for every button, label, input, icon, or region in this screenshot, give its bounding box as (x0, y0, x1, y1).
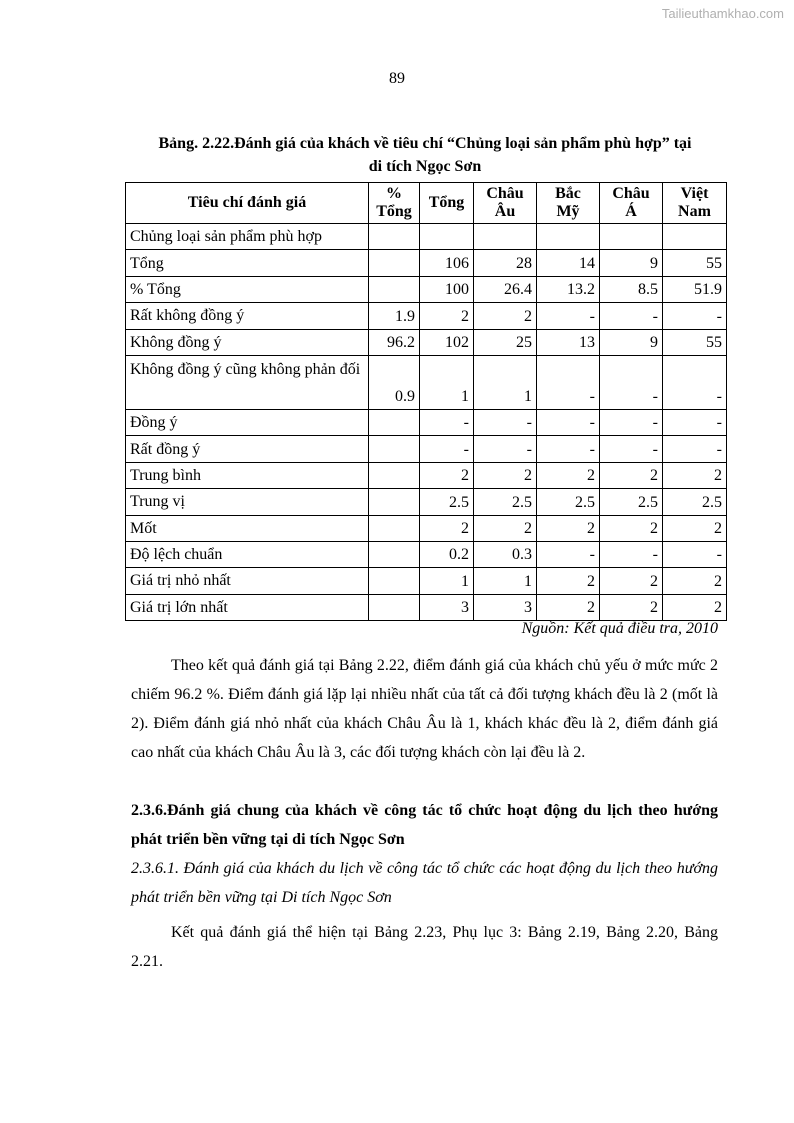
cell-asia: - (600, 303, 663, 329)
cell-pct (369, 541, 420, 567)
cell-pct: 1.9 (369, 303, 420, 329)
cell-vietnam: - (663, 409, 727, 435)
header-vietnam: Việt Nam (663, 183, 727, 224)
cell-total: 100 (420, 276, 474, 302)
cell-namerica: 13.2 (537, 276, 600, 302)
cell-total: 1 (420, 355, 474, 409)
cell-namerica (537, 224, 600, 250)
table-header-row (126, 183, 727, 224)
cell-vietnam: 55 (663, 250, 727, 276)
cell-europe: - (474, 436, 537, 462)
cell-europe: 25 (474, 329, 537, 355)
cell-vietnam: - (663, 355, 727, 409)
table-row (126, 436, 727, 462)
cell-total: 102 (420, 329, 474, 355)
table-row (126, 303, 727, 329)
cell-total (420, 224, 474, 250)
cell-namerica: - (537, 355, 600, 409)
paragraph-results: Kết quả đánh giá thể hiện tại Bảng 2.23, Phụ lục 3: Bảng 2.19, Bảng 2.20, Bảng 2.21. (131, 924, 718, 970)
header-total: Tổng (420, 183, 474, 224)
header-north-america: Bắc Mỹ (537, 183, 600, 224)
cell-asia: 2 (600, 568, 663, 594)
table-caption-line1: Bảng. 2.22.Đánh giá của khách về tiêu chí “Chủng loại sản phẩm phù hợp” tại (158, 135, 692, 152)
cell-namerica: 2 (537, 594, 600, 620)
subsection-heading: 2.3.6.1. Đánh giá của khách du lịch về công tác tổ chức các hoạt động du lịch theo hướng phát triển bền vững tại Di tích Ngọc Sơn (131, 860, 718, 906)
cell-namerica: 2.5 (537, 489, 600, 515)
cell-asia: - (600, 355, 663, 409)
cell-asia: - (600, 541, 663, 567)
cell-vietnam: 2.5 (663, 489, 727, 515)
paragraph-analysis: Theo kết quả đánh giá tại Bảng 2.22, điểm đánh giá của khách chủ yếu ở mức mức 2 chiếm 96.2 %. Điểm đánh giá lặp lại nhiều nhất của tất cả đối tượng khách đều là 2 (mốt là 2). Điểm đánh giá nhỏ nhất của khách Châu Âu là 1, khách khác đều là 2, điểm đánh giá cao nhất của khách Châu Âu là 3, các đối tượng khách còn lại đều là 2. (131, 657, 718, 761)
cell-total: 106 (420, 250, 474, 276)
table-row (126, 515, 727, 541)
table-caption (125, 132, 725, 178)
cell-namerica: - (537, 436, 600, 462)
cell-namerica: 2 (537, 568, 600, 594)
table-row (126, 568, 727, 594)
cell-total: 1 (420, 568, 474, 594)
cell-vietnam: 51.9 (663, 276, 727, 302)
cell-europe: 0.3 (474, 541, 537, 567)
row-label: Đồng ý (126, 409, 369, 435)
cell-namerica: - (537, 303, 600, 329)
cell-asia: 9 (600, 250, 663, 276)
row-label: Không đồng ý (126, 329, 369, 355)
table-row (126, 489, 727, 515)
cell-asia: 2 (600, 594, 663, 620)
page-number: 89 (389, 70, 405, 87)
cell-europe: 2.5 (474, 489, 537, 515)
row-label: Tổng (126, 250, 369, 276)
cell-vietnam: - (663, 436, 727, 462)
header-europe: Châu Âu (474, 183, 537, 224)
cell-namerica: 2 (537, 515, 600, 541)
row-label: Rất không đồng ý (126, 303, 369, 329)
row-label: Trung bình (126, 462, 369, 488)
section-heading: 2.3.6.Đánh giá chung của khách về công tác tổ chức hoạt động du lịch theo hướng phát triển bền vững tại di tích Ngọc Sơn (131, 802, 718, 848)
cell-namerica: - (537, 541, 600, 567)
watermark: Tailieuthamkhao.com (661, 6, 784, 21)
cell-namerica: 2 (537, 462, 600, 488)
row-label: Giá trị lớn nhất (126, 594, 369, 620)
cell-total: 0.2 (420, 541, 474, 567)
cell-pct (369, 515, 420, 541)
cell-total: - (420, 409, 474, 435)
cell-europe: 26.4 (474, 276, 537, 302)
cell-total: - (420, 436, 474, 462)
cell-pct: 0.9 (369, 355, 420, 409)
table-row (126, 224, 727, 250)
cell-total: 2 (420, 303, 474, 329)
cell-pct (369, 462, 420, 488)
cell-pct (369, 568, 420, 594)
cell-asia: 9 (600, 329, 663, 355)
cell-europe: 3 (474, 594, 537, 620)
header-pct-total: % Tổng (369, 183, 420, 224)
cell-asia: - (600, 436, 663, 462)
table-source: Nguồn: Kết quả điều tra, 2010 (521, 620, 718, 637)
table-caption-line2: di tích Ngọc Sơn (368, 158, 482, 175)
cell-pct (369, 409, 420, 435)
cell-pct (369, 436, 420, 462)
cell-pct (369, 276, 420, 302)
cell-asia: 2 (600, 462, 663, 488)
table-row (126, 329, 727, 355)
cell-pct (369, 489, 420, 515)
cell-asia: 2.5 (600, 489, 663, 515)
row-label: Mốt (126, 515, 369, 541)
header-asia: Châu Á (600, 183, 663, 224)
cell-europe: 2 (474, 462, 537, 488)
cell-europe (474, 224, 537, 250)
cell-europe: 28 (474, 250, 537, 276)
cell-vietnam: 2 (663, 462, 727, 488)
cell-vietnam (663, 224, 727, 250)
cell-europe: 1 (474, 568, 537, 594)
table-row (126, 541, 727, 567)
cell-europe: 2 (474, 303, 537, 329)
cell-vietnam: 55 (663, 329, 727, 355)
row-label: % Tổng (126, 276, 369, 302)
cell-pct (369, 224, 420, 250)
cell-namerica: 14 (537, 250, 600, 276)
table-row (126, 462, 727, 488)
table-row (126, 409, 727, 435)
row-label: Giá trị nhỏ nhất (126, 568, 369, 594)
cell-asia: - (600, 409, 663, 435)
table-row (126, 250, 727, 276)
cell-vietnam: 2 (663, 594, 727, 620)
cell-pct (369, 250, 420, 276)
cell-namerica: - (537, 409, 600, 435)
row-label: Rất đồng ý (126, 436, 369, 462)
cell-asia (600, 224, 663, 250)
row-label: Trung vị (126, 489, 369, 515)
row-label: Chủng loại sản phẩm phù hợp (126, 224, 369, 250)
cell-namerica: 13 (537, 329, 600, 355)
cell-vietnam: - (663, 541, 727, 567)
cell-europe: - (474, 409, 537, 435)
cell-total: 2 (420, 462, 474, 488)
header-criterion: Tiêu chí đánh giá (126, 183, 369, 224)
cell-total: 2.5 (420, 489, 474, 515)
table-row (126, 594, 727, 620)
cell-pct (369, 594, 420, 620)
table-row (126, 276, 727, 302)
table-row (126, 355, 727, 409)
cell-vietnam: 2 (663, 515, 727, 541)
evaluation-table (125, 182, 727, 621)
row-label: Không đồng ý cũng không phản đối (126, 355, 369, 409)
cell-europe: 1 (474, 355, 537, 409)
row-label: Độ lệch chuẩn (126, 541, 369, 567)
cell-asia: 2 (600, 515, 663, 541)
cell-pct: 96.2 (369, 329, 420, 355)
cell-vietnam: - (663, 303, 727, 329)
cell-total: 3 (420, 594, 474, 620)
cell-asia: 8.5 (600, 276, 663, 302)
cell-total: 2 (420, 515, 474, 541)
cell-vietnam: 2 (663, 568, 727, 594)
cell-europe: 2 (474, 515, 537, 541)
